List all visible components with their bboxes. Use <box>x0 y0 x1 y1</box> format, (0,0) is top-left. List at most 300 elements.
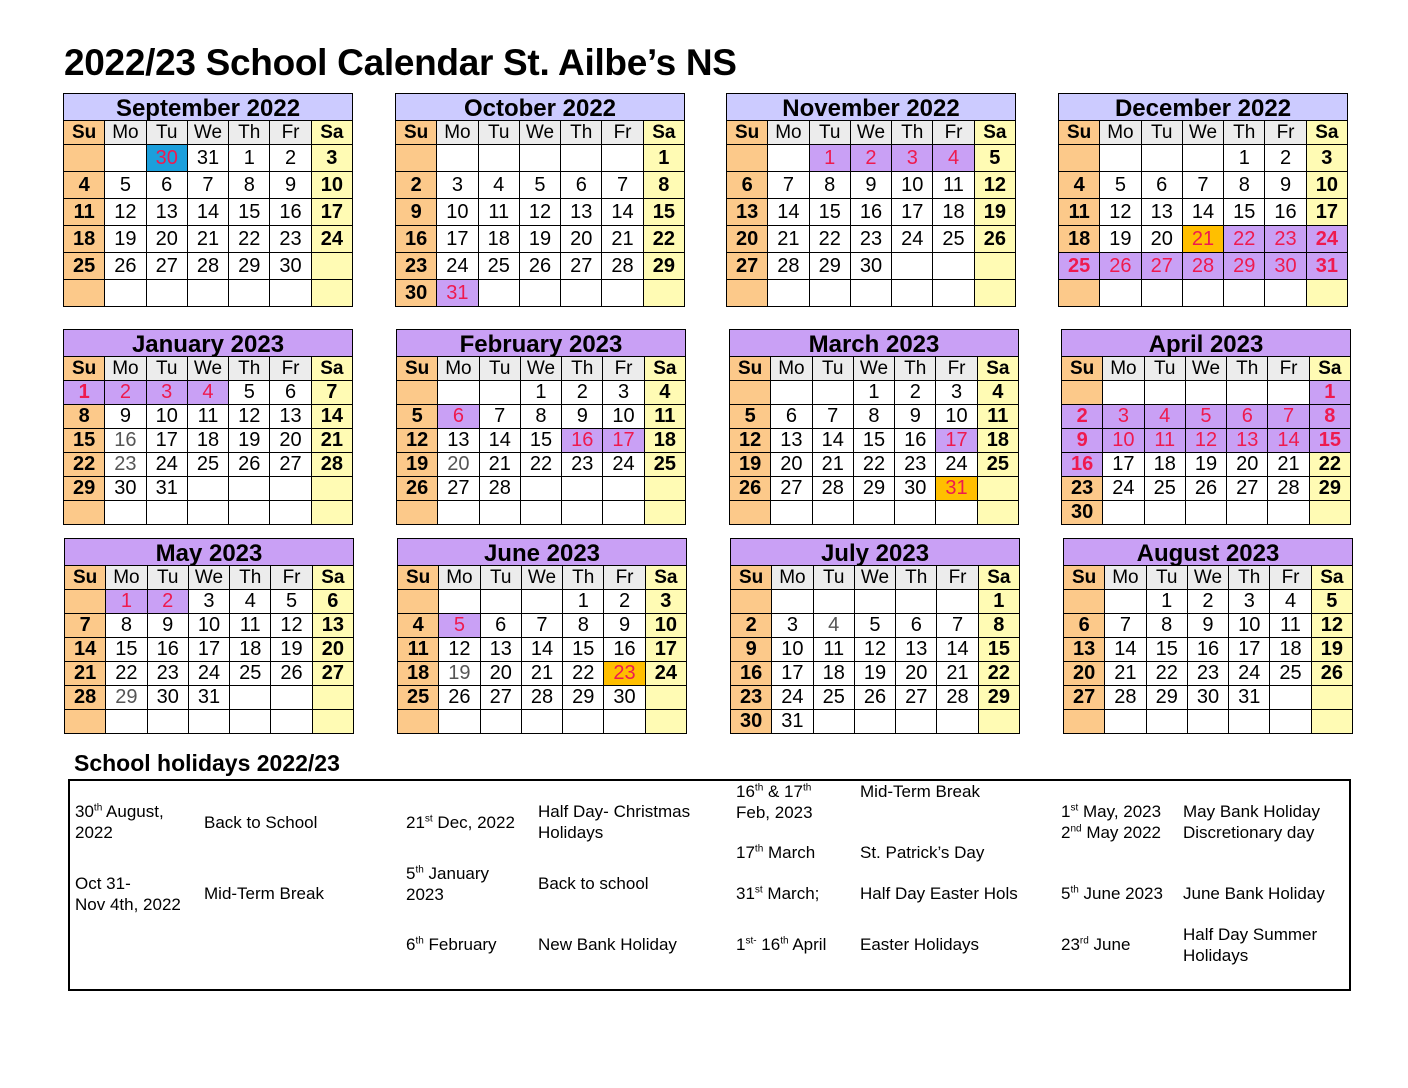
empty-day-cell <box>521 590 562 614</box>
day-cell: 20 <box>727 226 768 253</box>
day-cell: 8 <box>853 405 894 429</box>
holiday-event: Half Day Summer Holidays <box>1183 925 1318 965</box>
month-grid <box>1058 120 1348 307</box>
day-cell: 5 <box>439 614 480 638</box>
day-cell: 27 <box>312 662 353 686</box>
day-name-header: Th <box>230 566 271 590</box>
day-cell: 2 <box>850 145 891 172</box>
day-cell: 20 <box>896 662 937 686</box>
day-cell: 28 <box>1182 253 1223 280</box>
empty-day-cell <box>230 686 271 710</box>
day-name-header: Tu <box>1146 566 1187 590</box>
day-cell: 14 <box>521 638 562 662</box>
day-cell: 1 <box>643 145 684 172</box>
day-cell: 29 <box>1146 686 1187 710</box>
day-cell: 19 <box>1100 226 1141 253</box>
day-cell: 20 <box>480 662 521 686</box>
empty-day-cell <box>520 501 561 525</box>
day-cell: 6 <box>727 172 768 199</box>
day-cell: 1 <box>520 381 561 405</box>
day-name-header: Tu <box>812 357 853 381</box>
day-cell: 22 <box>643 226 684 253</box>
day-cell: 23 <box>895 453 936 477</box>
day-cell: 12 <box>1311 614 1352 638</box>
day-cell: 4 <box>1059 172 1100 199</box>
day-cell: 23 <box>396 253 437 280</box>
month-grid <box>1061 356 1351 525</box>
day-cell: 7 <box>65 614 106 638</box>
day-cell: 10 <box>772 638 813 662</box>
empty-day-cell <box>1182 280 1223 307</box>
day-cell: 23 <box>850 226 891 253</box>
empty-day-cell <box>727 280 768 307</box>
day-cell: 24 <box>936 453 977 477</box>
day-cell: 14 <box>65 638 106 662</box>
day-name-header: Sa <box>977 357 1018 381</box>
day-cell: 2 <box>1062 405 1103 429</box>
holiday-date: 16th & 17th Feb, 2023 <box>736 782 813 822</box>
day-cell: 16 <box>105 429 146 453</box>
day-cell: 30 <box>1062 501 1103 525</box>
month-calendar <box>396 329 686 525</box>
day-cell: 8 <box>1224 172 1265 199</box>
day-name-header: Tu <box>480 566 521 590</box>
empty-day-cell <box>602 280 643 307</box>
day-name-header: Sa <box>311 357 352 381</box>
day-cell: 26 <box>1185 477 1226 501</box>
day-cell: 3 <box>603 381 644 405</box>
day-cell: 2 <box>1265 145 1306 172</box>
empty-day-cell <box>1141 280 1182 307</box>
day-cell: 29 <box>563 686 604 710</box>
day-cell: 5 <box>1100 172 1141 199</box>
day-name-header: Su <box>1064 566 1105 590</box>
day-cell: 13 <box>1064 638 1105 662</box>
day-name-header: Fr <box>603 357 644 381</box>
month-calendar <box>63 93 353 307</box>
holiday-event: May Bank Holiday Discretionary day <box>1183 802 1321 842</box>
day-cell: 7 <box>311 381 352 405</box>
day-cell: 14 <box>1268 429 1309 453</box>
day-cell: 17 <box>146 429 187 453</box>
day-cell: 28 <box>187 253 228 280</box>
day-cell: 20 <box>771 453 812 477</box>
day-cell: 6 <box>896 614 937 638</box>
day-cell: 18 <box>933 199 974 226</box>
day-name-header: Mo <box>768 121 809 145</box>
day-cell: 21 <box>1182 226 1223 253</box>
empty-day-cell <box>229 280 270 307</box>
day-cell: 4 <box>813 614 854 638</box>
month-title: December 2022 <box>1058 93 1348 120</box>
day-name-header: We <box>519 121 560 145</box>
day-cell: 21 <box>812 453 853 477</box>
day-cell: 6 <box>438 405 479 429</box>
empty-day-cell <box>1311 686 1352 710</box>
month-title: October 2022 <box>395 93 685 120</box>
holiday-event: Easter Holidays <box>860 935 980 954</box>
day-cell: 4 <box>478 172 519 199</box>
empty-day-cell <box>437 145 478 172</box>
empty-day-cell <box>937 590 978 614</box>
month-grid <box>397 565 687 734</box>
day-cell: 9 <box>604 614 645 638</box>
day-cell: 6 <box>146 172 187 199</box>
empty-day-cell <box>1064 590 1105 614</box>
day-cell: 24 <box>437 253 478 280</box>
day-cell: 5 <box>229 381 270 405</box>
day-cell: 23 <box>105 453 146 477</box>
day-cell: 16 <box>731 662 772 686</box>
day-cell: 2 <box>731 614 772 638</box>
day-cell: 25 <box>977 453 1018 477</box>
day-cell: 10 <box>1103 429 1144 453</box>
day-cell: 30 <box>1265 253 1306 280</box>
day-cell: 19 <box>439 662 480 686</box>
day-cell: 12 <box>974 172 1015 199</box>
day-cell: 19 <box>229 429 270 453</box>
day-name-header: Fr <box>270 357 311 381</box>
day-cell: 12 <box>854 638 895 662</box>
day-cell: 19 <box>1311 638 1352 662</box>
empty-day-cell <box>105 501 146 525</box>
day-cell: 22 <box>520 453 561 477</box>
day-cell: 16 <box>147 638 188 662</box>
empty-day-cell <box>64 145 105 172</box>
day-cell: 5 <box>1185 405 1226 429</box>
day-cell: 24 <box>311 226 352 253</box>
day-cell: 13 <box>1141 199 1182 226</box>
day-cell: 20 <box>1227 453 1268 477</box>
month-title: September 2022 <box>63 93 353 120</box>
empty-day-cell <box>1103 381 1144 405</box>
day-cell: 11 <box>1270 614 1311 638</box>
day-cell: 13 <box>896 638 937 662</box>
day-cell: 27 <box>1064 686 1105 710</box>
empty-day-cell <box>1146 710 1187 734</box>
day-cell: 27 <box>561 253 602 280</box>
empty-day-cell <box>397 381 438 405</box>
day-name-header: Th <box>229 357 270 381</box>
day-name-header: Mo <box>772 566 813 590</box>
day-cell: 21 <box>479 453 520 477</box>
empty-day-cell <box>978 710 1019 734</box>
empty-day-cell <box>1227 501 1268 525</box>
day-cell: 25 <box>187 453 228 477</box>
day-cell: 24 <box>603 453 644 477</box>
day-cell: 2 <box>270 145 311 172</box>
month-title: August 2023 <box>1063 538 1353 565</box>
holiday-date: 23rd June <box>1061 935 1131 954</box>
day-cell: 22 <box>64 453 105 477</box>
day-name-header: Mo <box>437 121 478 145</box>
day-cell: 6 <box>312 590 353 614</box>
empty-day-cell <box>895 501 936 525</box>
day-name-header: Sa <box>644 357 685 381</box>
day-cell: 18 <box>813 662 854 686</box>
day-cell: 22 <box>853 453 894 477</box>
day-cell: 25 <box>933 226 974 253</box>
empty-day-cell <box>933 280 974 307</box>
day-cell: 24 <box>188 662 229 686</box>
day-cell: 17 <box>1229 638 1270 662</box>
day-cell: 28 <box>937 686 978 710</box>
empty-day-cell <box>271 686 312 710</box>
day-name-header: Th <box>229 121 270 145</box>
day-cell: 7 <box>937 614 978 638</box>
empty-day-cell <box>270 501 311 525</box>
day-cell: 26 <box>439 686 480 710</box>
day-cell: 24 <box>1306 226 1347 253</box>
empty-day-cell <box>311 477 352 501</box>
day-cell: 28 <box>1105 686 1146 710</box>
day-cell: 24 <box>146 453 187 477</box>
day-name-header: Fr <box>1265 121 1306 145</box>
day-name-header: Su <box>64 357 105 381</box>
empty-day-cell <box>1187 710 1228 734</box>
holiday-date: Oct 31- Nov 4th, 2022 <box>75 874 181 914</box>
day-cell: 23 <box>147 662 188 686</box>
day-cell: 10 <box>1306 172 1347 199</box>
day-cell: 12 <box>229 405 270 429</box>
day-cell: 31 <box>772 710 813 734</box>
day-cell: 20 <box>438 453 479 477</box>
empty-day-cell <box>812 501 853 525</box>
month-grid <box>396 356 686 525</box>
day-cell: 26 <box>1311 662 1352 686</box>
day-name-header: Mo <box>771 357 812 381</box>
month-grid <box>729 356 1019 525</box>
day-cell: 13 <box>727 199 768 226</box>
empty-day-cell <box>478 145 519 172</box>
day-name-header: We <box>1185 357 1226 381</box>
empty-day-cell <box>731 590 772 614</box>
day-cell: 10 <box>146 405 187 429</box>
day-name-header: Mo <box>438 357 479 381</box>
day-cell: 3 <box>1103 405 1144 429</box>
day-cell: 25 <box>398 686 439 710</box>
day-name-header: Fr <box>937 566 978 590</box>
day-cell: 22 <box>978 662 1019 686</box>
day-cell: 12 <box>519 199 560 226</box>
day-name-header: Su <box>731 566 772 590</box>
empty-day-cell <box>396 145 437 172</box>
day-name-header: Mo <box>1103 357 1144 381</box>
empty-day-cell <box>771 381 812 405</box>
day-cell: 28 <box>479 477 520 501</box>
month-calendar <box>1058 93 1348 307</box>
empty-day-cell <box>519 280 560 307</box>
day-name-header: We <box>520 357 561 381</box>
day-name-header: Tu <box>813 566 854 590</box>
empty-day-cell <box>854 710 895 734</box>
day-cell: 24 <box>1229 662 1270 686</box>
day-cell: 27 <box>771 477 812 501</box>
day-cell: 19 <box>397 453 438 477</box>
day-cell: 4 <box>644 381 685 405</box>
empty-day-cell <box>65 590 106 614</box>
empty-day-cell <box>603 501 644 525</box>
day-cell: 9 <box>105 405 146 429</box>
day-cell: 18 <box>187 429 228 453</box>
day-name-header: Th <box>895 357 936 381</box>
holiday-date: 5th January 2023 <box>406 864 490 904</box>
day-name-header: Mo <box>1100 121 1141 145</box>
day-cell: 17 <box>892 199 933 226</box>
day-cell: 10 <box>311 172 352 199</box>
empty-day-cell <box>602 145 643 172</box>
holidays-table <box>68 779 1351 991</box>
empty-day-cell <box>561 145 602 172</box>
day-cell: 7 <box>1105 614 1146 638</box>
day-cell: 15 <box>853 429 894 453</box>
day-cell: 16 <box>1062 453 1103 477</box>
day-cell: 29 <box>64 477 105 501</box>
day-cell: 11 <box>64 199 105 226</box>
empty-day-cell <box>854 590 895 614</box>
day-cell: 15 <box>563 638 604 662</box>
day-cell: 17 <box>645 638 686 662</box>
empty-day-cell <box>1141 145 1182 172</box>
empty-day-cell <box>1144 381 1185 405</box>
day-cell: 6 <box>270 381 311 405</box>
empty-day-cell <box>1185 501 1226 525</box>
empty-day-cell <box>772 590 813 614</box>
day-cell: 5 <box>974 145 1015 172</box>
empty-day-cell <box>937 710 978 734</box>
day-cell: 2 <box>895 381 936 405</box>
day-cell: 19 <box>105 226 146 253</box>
day-cell: 31 <box>146 477 187 501</box>
day-cell: 23 <box>1062 477 1103 501</box>
day-cell: 29 <box>809 253 850 280</box>
empty-day-cell <box>147 710 188 734</box>
day-cell: 28 <box>1268 477 1309 501</box>
day-cell: 4 <box>977 381 1018 405</box>
day-cell: 17 <box>1103 453 1144 477</box>
day-cell: 12 <box>105 199 146 226</box>
empty-day-cell <box>1268 381 1309 405</box>
day-cell: 19 <box>854 662 895 686</box>
day-cell: 19 <box>519 226 560 253</box>
day-cell: 16 <box>1265 199 1306 226</box>
day-cell: 16 <box>604 638 645 662</box>
day-name-header: Th <box>1229 566 1270 590</box>
empty-day-cell <box>519 145 560 172</box>
day-cell: 31 <box>188 686 229 710</box>
day-cell: 1 <box>1146 590 1187 614</box>
day-cell: 3 <box>1306 145 1347 172</box>
empty-day-cell <box>933 253 974 280</box>
empty-day-cell <box>604 710 645 734</box>
day-cell: 22 <box>1146 662 1187 686</box>
day-cell: 10 <box>892 172 933 199</box>
day-cell: 15 <box>978 638 1019 662</box>
day-cell: 11 <box>933 172 974 199</box>
day-cell: 27 <box>438 477 479 501</box>
day-cell: 30 <box>850 253 891 280</box>
day-cell: 1 <box>809 145 850 172</box>
empty-day-cell <box>64 501 105 525</box>
day-cell: 7 <box>1182 172 1223 199</box>
month-title: February 2023 <box>396 329 686 356</box>
day-cell: 9 <box>562 405 603 429</box>
day-cell: 9 <box>731 638 772 662</box>
day-cell: 3 <box>936 381 977 405</box>
empty-day-cell <box>892 253 933 280</box>
day-cell: 24 <box>772 686 813 710</box>
day-cell: 12 <box>397 429 438 453</box>
day-cell: 15 <box>809 199 850 226</box>
day-cell: 21 <box>768 226 809 253</box>
day-name-header: Fr <box>936 357 977 381</box>
empty-day-cell <box>727 145 768 172</box>
month-calendar <box>730 538 1020 734</box>
holiday-date: 31st March; <box>736 884 820 903</box>
day-cell: 7 <box>479 405 520 429</box>
day-cell: 26 <box>1100 253 1141 280</box>
day-cell: 5 <box>397 405 438 429</box>
day-cell: 7 <box>812 405 853 429</box>
day-cell: 8 <box>643 172 684 199</box>
day-name-header: Tu <box>146 121 187 145</box>
day-name-header: Fr <box>602 121 643 145</box>
day-name-header: We <box>1182 121 1223 145</box>
day-cell: 30 <box>1187 686 1228 710</box>
day-name-header: Th <box>562 357 603 381</box>
day-cell: 16 <box>850 199 891 226</box>
day-name-header: Sa <box>978 566 1019 590</box>
empty-day-cell <box>896 590 937 614</box>
day-cell: 7 <box>521 614 562 638</box>
day-cell: 16 <box>895 429 936 453</box>
month-grid <box>726 120 1016 307</box>
day-cell: 2 <box>147 590 188 614</box>
empty-day-cell <box>271 710 312 734</box>
empty-day-cell <box>188 710 229 734</box>
day-cell: 14 <box>812 429 853 453</box>
day-cell: 19 <box>730 453 771 477</box>
day-name-header: Sa <box>645 566 686 590</box>
day-cell: 28 <box>65 686 106 710</box>
day-cell: 21 <box>1105 662 1146 686</box>
day-cell: 4 <box>933 145 974 172</box>
empty-day-cell <box>813 590 854 614</box>
day-cell: 7 <box>187 172 228 199</box>
day-cell: 14 <box>187 199 228 226</box>
holiday-date: 30th August, 2022 <box>75 802 164 842</box>
day-cell: 10 <box>1229 614 1270 638</box>
day-name-header: Sa <box>1306 121 1347 145</box>
empty-day-cell <box>644 501 685 525</box>
month-title: March 2023 <box>729 329 1019 356</box>
empty-day-cell <box>892 280 933 307</box>
day-cell: 9 <box>1265 172 1306 199</box>
day-cell: 4 <box>1144 405 1185 429</box>
day-cell: 9 <box>895 405 936 429</box>
day-cell: 15 <box>106 638 147 662</box>
day-cell: 11 <box>230 614 271 638</box>
day-cell: 5 <box>519 172 560 199</box>
empty-day-cell <box>561 280 602 307</box>
day-cell: 8 <box>563 614 604 638</box>
day-cell: 27 <box>727 253 768 280</box>
day-cell: 18 <box>398 662 439 686</box>
day-cell: 1 <box>229 145 270 172</box>
empty-day-cell <box>439 710 480 734</box>
day-cell: 18 <box>977 429 1018 453</box>
day-cell: 10 <box>603 405 644 429</box>
